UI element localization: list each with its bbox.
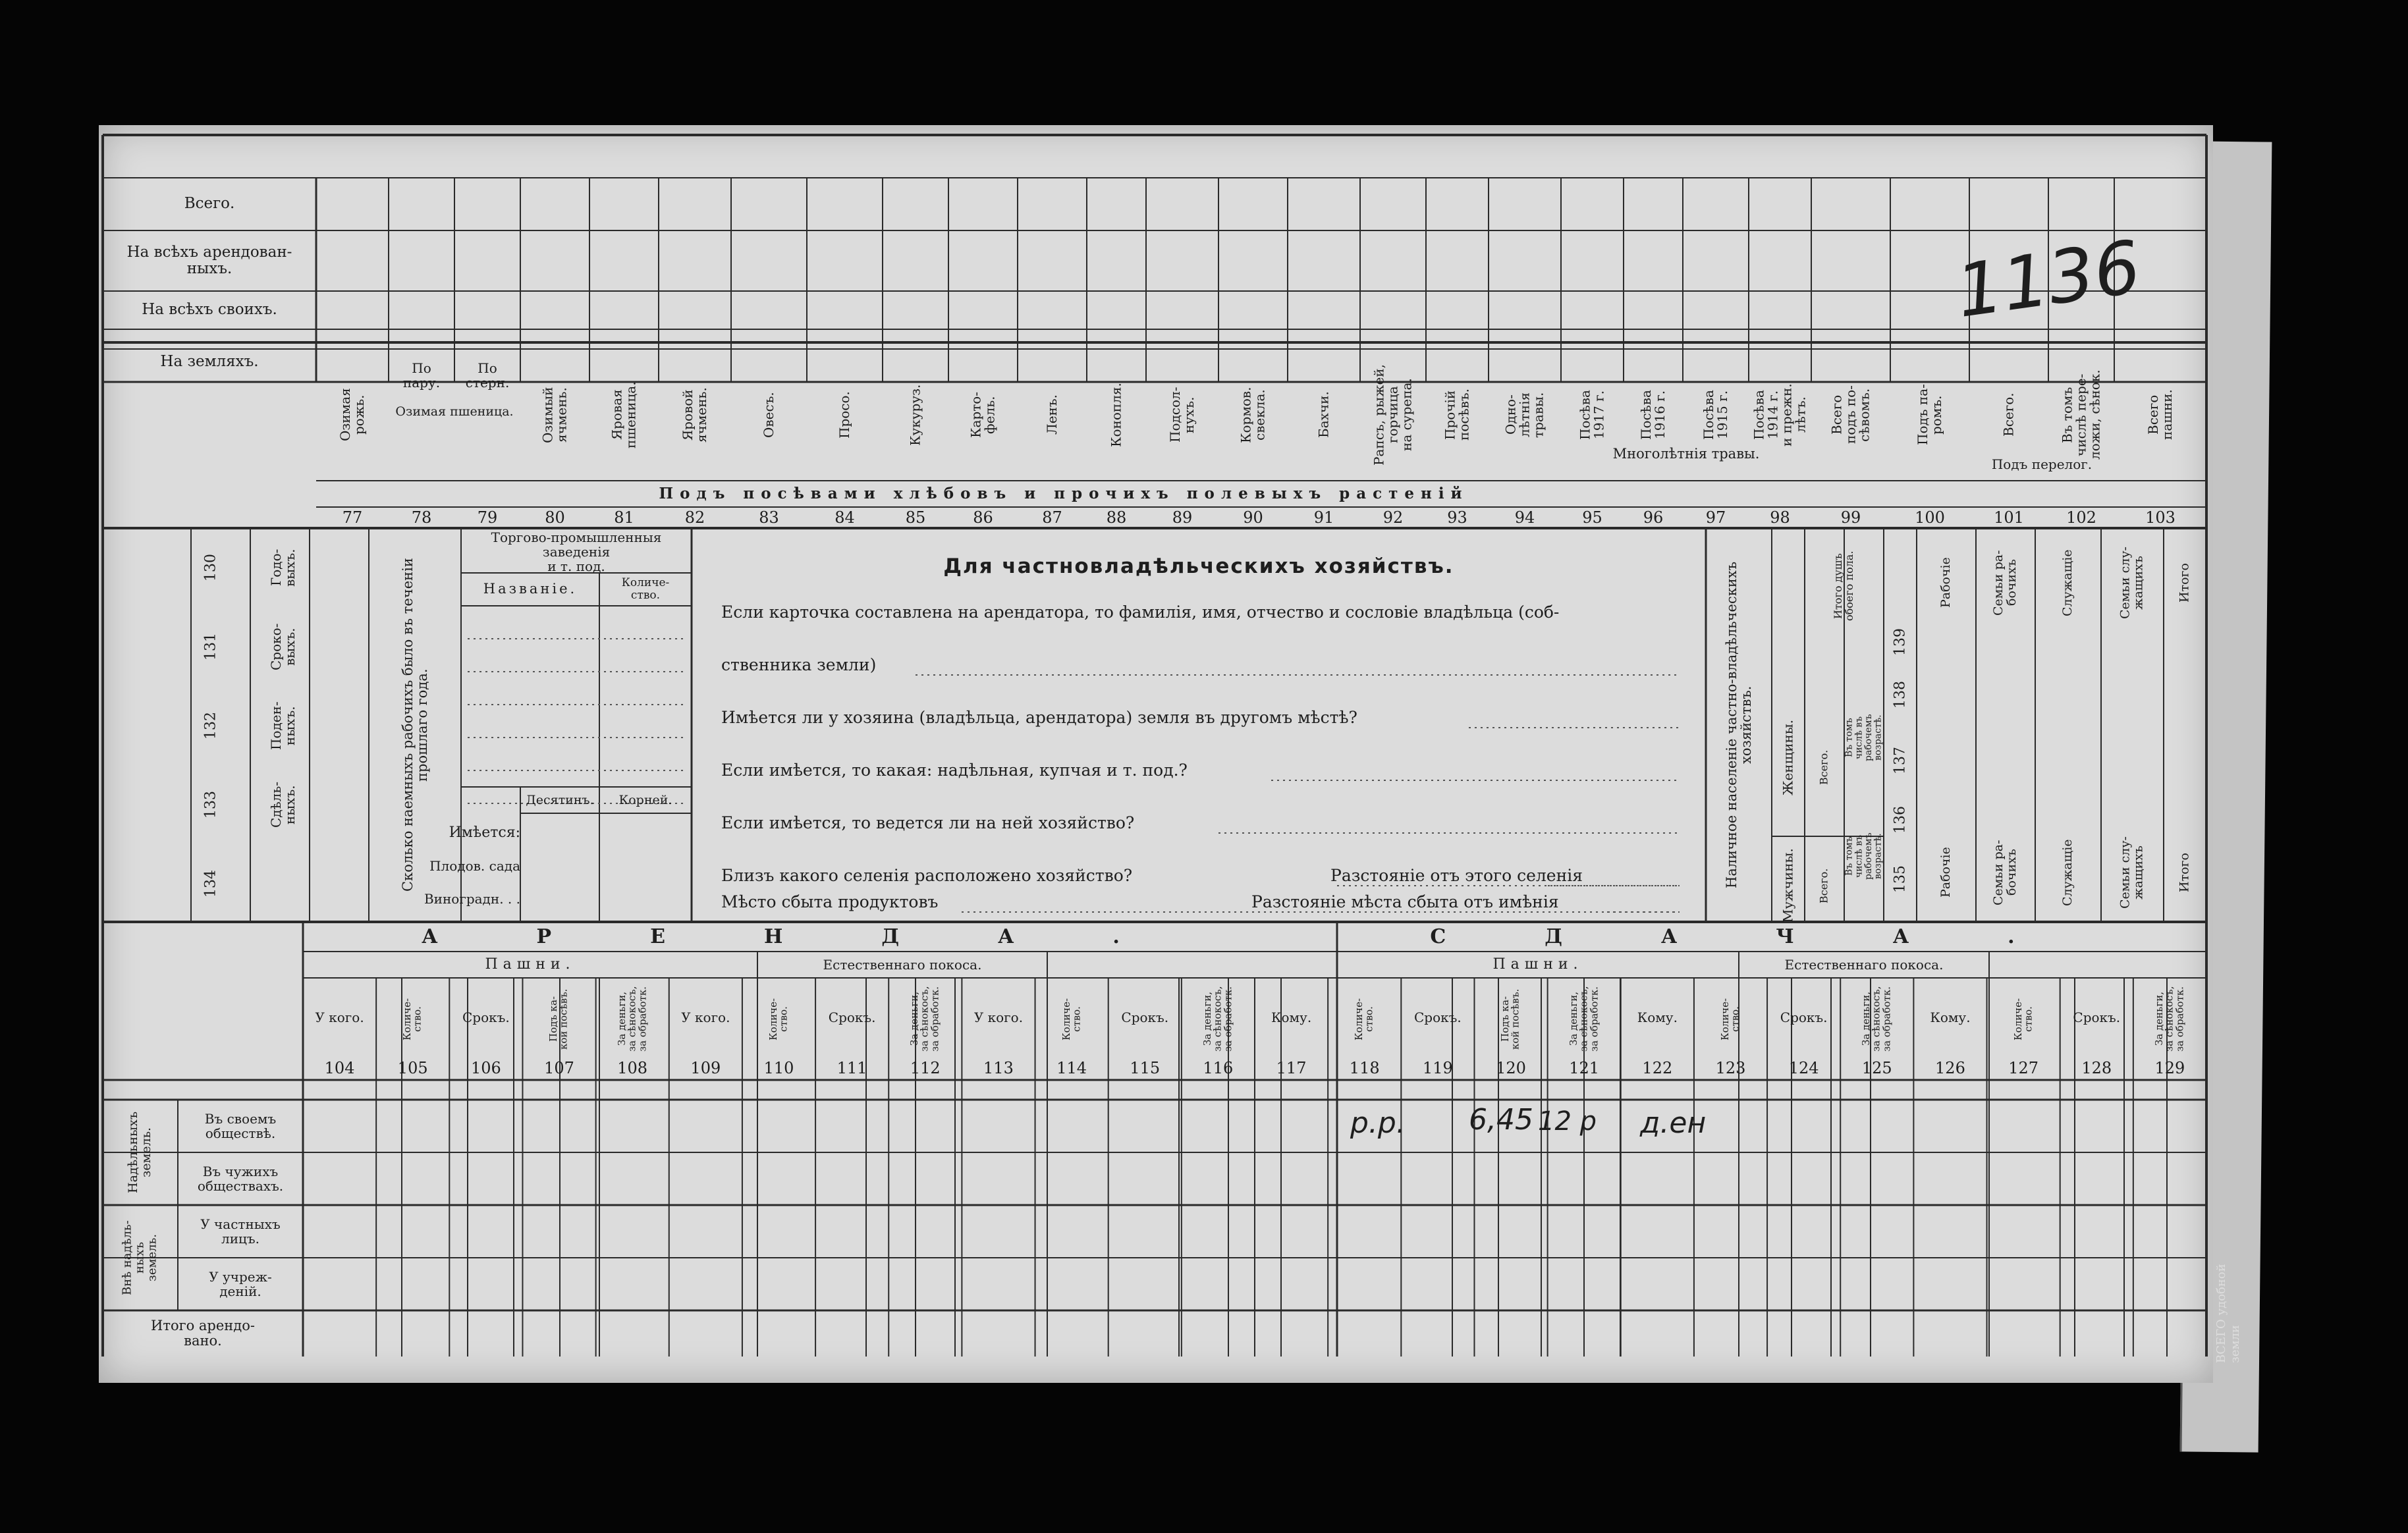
bottom-col-number-126: 126	[1935, 1059, 1965, 1077]
trade-qty-col: Количе- ство.	[621, 576, 670, 602]
worker-number-132: 132	[202, 712, 219, 740]
col-header-6: Яровой ячмень.	[680, 387, 709, 443]
bottom-col-number-110: 110	[763, 1059, 794, 1077]
bottom-row-label-0: Въ своемъ обществѣ.	[204, 1111, 277, 1141]
worker-number-130: 130	[202, 554, 219, 581]
muzhchiny-label: Мужчины.	[1780, 848, 1796, 923]
imeetsya-label: Имѣется:	[449, 824, 520, 841]
col-number-97: 97	[1705, 508, 1726, 527]
private-q1b: ственника земли)	[721, 655, 877, 674]
col-number-82: 82	[684, 508, 705, 527]
bottom-col-header-125: За деньги, за сѣнокосъ, за обработк.	[1860, 986, 1893, 1052]
bottom-col-number-107: 107	[544, 1059, 574, 1077]
pop-col-bottom-3: Семьи слу- жащихъ	[2118, 836, 2146, 909]
hand-komu: р.р.	[1350, 1106, 1406, 1140]
arenda-pokos: Естественнаго покоса.	[823, 957, 982, 973]
bottom-row-label-2: У частныхъ лицъ.	[200, 1216, 281, 1247]
private-q5b: Разстояніе отъ этого селенія	[1330, 866, 1583, 885]
bottom-col-header-105: Количе- ство.	[400, 998, 424, 1040]
group-vne: Внѣ надѣль- ныхъ земель.	[120, 1220, 159, 1295]
bottom-col-number-121: 121	[1569, 1059, 1600, 1077]
bottom-col-number-120: 120	[1496, 1059, 1526, 1077]
population-number-139: 139	[1892, 628, 1909, 656]
bottom-col-header-117: Кому.	[1271, 1009, 1312, 1025]
col-number-94: 94	[1514, 508, 1535, 527]
col-header-12: Конопля.	[1108, 383, 1124, 447]
margin-note: ВСЕГО удобной земли	[2214, 1264, 2242, 1363]
col-number-102: 102	[2066, 508, 2096, 527]
col-header-14: Кормов. свекла.	[1238, 387, 1268, 443]
col-number-91: 91	[1313, 508, 1334, 527]
col-number-88: 88	[1106, 508, 1127, 527]
bottom-col-header-122: Кому.	[1637, 1009, 1678, 1025]
population-number-138: 138	[1892, 681, 1909, 709]
worker-label-1: Сроко- выхъ.	[268, 623, 298, 670]
bottom-col-header-121: За деньги, за сѣнокосъ, за обработк.	[1567, 986, 1601, 1052]
col-header-10: Карто- фель.	[968, 391, 998, 439]
bottom-col-header-115: Срокъ.	[1121, 1009, 1169, 1025]
bottom-col-header-127: Количе- ство.	[2011, 998, 2035, 1040]
bottom-col-number-111: 111	[836, 1059, 867, 1077]
bottom-col-header-106: Срокъ.	[462, 1009, 510, 1025]
col-header-15: Бахчи.	[1315, 391, 1332, 439]
bottom-col-number-104: 104	[324, 1059, 355, 1077]
col-header-21: Посѣва 1915 г.	[1701, 390, 1730, 440]
col-header-5: Яровая пшеница.	[609, 381, 639, 448]
worker-label-2: Поден- ныхъ.	[268, 701, 298, 750]
bottom-col-number-108: 108	[617, 1059, 648, 1077]
col-number-87: 87	[1042, 508, 1062, 527]
private-q5a: Близъ какого селенія расположено хозяйство?	[721, 866, 1133, 885]
ozimaya-pshenitsa-label: Озимая пшеница.	[395, 404, 514, 419]
col-number-98: 98	[1770, 508, 1790, 527]
private-q1: Если карточка составлена на арендатора, то фамилія, имя, отчество и сословіе владѣльца (соб-	[721, 603, 1560, 622]
bottom-col-number-116: 116	[1203, 1059, 1234, 1077]
hand-kolichestvo: 6,45	[1469, 1103, 1533, 1137]
row-label-rented: На всѣхъ арендован- ныхъ.	[126, 243, 292, 277]
population-title: Наличное населеніе частно-владѣльческихъ хозяйствъ.	[1723, 561, 1754, 889]
col-number-99: 99	[1840, 508, 1861, 527]
private-q2: Имѣется ли у хозяина (владѣльца, арендатора) земля въ другомъ мѣстѣ?	[721, 708, 1357, 727]
bottom-col-header-114: Количе- ство.	[1060, 998, 1083, 1040]
hand-posev: д.ен	[1640, 1106, 1707, 1140]
bottom-col-header-110: Количе- ство.	[767, 998, 790, 1040]
vtom-f: Въ томъ числѣ въ рабочемъ возрастѣ.	[1844, 714, 1884, 761]
col-header-27: Всего пашни.	[2145, 389, 2175, 441]
group-nadel: Надѣльныхъ земель.	[126, 1111, 153, 1194]
bottom-col-header-118: Количе- ство.	[1352, 998, 1375, 1040]
arenda-banner: АРЕНДА.	[422, 925, 1218, 948]
bottom-col-number-117: 117	[1276, 1059, 1307, 1077]
bottom-col-number-105: 105	[397, 1059, 428, 1077]
vsego-m: Всего.	[1817, 868, 1830, 903]
col-header-23: Всего подъ по- сѣвомъ.	[1828, 385, 1873, 444]
col-header-13: Подсол- нухъ.	[1167, 387, 1197, 443]
col-header-22: Посѣва 1914 г. и прежн. лѣтъ.	[1751, 383, 1809, 446]
col-header-26: Въ томъ числѣ пере- ложи, сѣнок.	[2059, 369, 2103, 460]
arenda-pashni: Пашни.	[485, 955, 576, 973]
workers-header: Сколько наемныхъ рабочихъ было въ теченіи прошлаго года.	[399, 558, 430, 892]
pod-posevami-banner: Подъ посѣвами хлѣбовъ и прочихъ полевыхъ растеній	[659, 485, 1469, 503]
bottom-col-header-109: У кого.	[681, 1009, 730, 1025]
bottom-col-header-113: У кого.	[973, 1009, 1024, 1025]
hand-srok: 12 р	[1538, 1106, 1597, 1137]
pop-col-bottom-1: Семьи ра- бочихъ	[1991, 840, 2019, 905]
col-number-89: 89	[1172, 508, 1193, 527]
row-label-total: Всего.	[184, 195, 235, 213]
bottom-col-number-125: 125	[1861, 1059, 1892, 1077]
korney-label: Корней.	[618, 792, 672, 807]
bottom-col-number-122: 122	[1642, 1059, 1673, 1077]
bottom-col-header-104: У кого.	[315, 1009, 364, 1025]
col-number-100: 100	[1915, 508, 1945, 527]
col-header-16: Рапсъ, рыжей, горчица на сурепа.	[1371, 364, 1415, 466]
pop-col-bottom-4: Итого	[2177, 853, 2192, 892]
population-number-135: 135	[1892, 865, 1909, 893]
bottom-row-label-3: У учреж- деній.	[209, 1269, 272, 1299]
private-q3: Если имѣется, то какая: надѣльная, купчая и т. под.?	[721, 761, 1188, 780]
bottom-col-header-112: За деньги, за сѣнокосъ, за обработк.	[908, 986, 941, 1052]
population-number-137: 137	[1892, 747, 1909, 774]
col-number-80: 80	[545, 508, 565, 527]
col-number-93: 93	[1447, 508, 1467, 527]
col-number-79: 79	[477, 508, 498, 527]
col-header-4: Озимый ячмень.	[539, 387, 570, 443]
bottom-col-header-129: За деньги, за сѣнокосъ, за обработк.	[2152, 986, 2186, 1052]
col-number-95: 95	[1582, 508, 1602, 527]
col-header-3: По стерн.	[465, 360, 510, 390]
worker-number-134: 134	[202, 870, 219, 898]
col-header-17: Прочій посѣвъ.	[1442, 389, 1472, 441]
col-number-83: 83	[759, 508, 779, 527]
bottom-col-number-115: 115	[1130, 1059, 1161, 1077]
row-label-lands: На земляхъ.	[160, 353, 259, 371]
bottom-col-header-119: Срокъ.	[1414, 1009, 1462, 1025]
pop-col-top-3: Семьи слу- жащихъ	[2118, 547, 2146, 619]
private-q4: Если имѣется, то ведется ли на ней хозяйство?	[721, 813, 1135, 832]
bottom-col-number-119: 119	[1422, 1059, 1453, 1077]
bottom-col-header-111: Срокъ.	[828, 1009, 876, 1025]
pop-col-top-0: Рабочіе	[1938, 557, 1954, 608]
bottom-col-header-107: Подъ ка- кой посѣвъ.	[547, 988, 570, 1050]
col-header-11: Ленъ.	[1044, 394, 1060, 435]
pop-col-bottom-2: Служащіе	[2060, 839, 2075, 906]
population-number-136: 136	[1892, 806, 1909, 834]
pod-perelog-label: Подъ перелог.	[1991, 456, 2093, 472]
worker-label-3: Сдѣль- ныхъ.	[268, 781, 298, 828]
col-number-81: 81	[614, 508, 634, 527]
bottom-col-number-106: 106	[470, 1059, 501, 1077]
bottom-col-number-124: 124	[1788, 1059, 1819, 1077]
bottom-col-number-129: 129	[2154, 1059, 2185, 1077]
bottom-col-header-123: Количе- ство.	[1718, 998, 1741, 1040]
col-number-78: 78	[411, 508, 432, 527]
private-q6b: Разстояніе мѣста сбыта отъ имѣнія	[1251, 892, 1559, 911]
trade-title: Торгово-промышленныя заведенія и т. под.	[491, 529, 662, 574]
sad-label: Плодов. сада	[429, 858, 520, 874]
col-number-77: 77	[342, 508, 363, 527]
vtom-m: Въ томъ числѣ въ рабочемъ возрастѣ.	[1844, 832, 1884, 880]
itogo-dush: Итого душъ обоего пола.	[1832, 551, 1855, 622]
col-number-85: 85	[905, 508, 926, 527]
bottom-row-label-1: Въ чужихъ обществахъ.	[197, 1164, 284, 1194]
bottom-col-number-109: 109	[690, 1059, 721, 1077]
col-number-86: 86	[973, 508, 993, 527]
bottom-col-header-124: Срокъ.	[1780, 1009, 1828, 1025]
sdacha-pokos: Естественнаго покоса.	[1784, 957, 1944, 973]
col-number-92: 92	[1382, 508, 1404, 527]
pop-col-bottom-0: Рабочіе	[1938, 847, 1954, 898]
bottom-col-header-120: Подъ ка- кой посѣвъ.	[1499, 988, 1522, 1050]
pop-col-top-2: Служащіе	[2060, 549, 2075, 616]
page-number-handwritten: 1136	[1951, 225, 2146, 334]
bottom-col-header-126: Кому.	[1930, 1009, 1971, 1025]
col-header-8: Просо.	[836, 391, 852, 439]
zhenshchiny-label: Женщины.	[1780, 719, 1796, 795]
col-number-90: 90	[1243, 508, 1263, 527]
col-number-84: 84	[835, 508, 855, 527]
census-card	[99, 125, 2213, 1383]
bottom-col-header-128: Срокъ.	[2073, 1009, 2121, 1025]
bottom-col-number-112: 112	[910, 1059, 941, 1077]
col-header-20: Посѣва 1916 г.	[1638, 390, 1668, 440]
bottom-col-header-116: За деньги, за сѣнокосъ, за обработк.	[1201, 986, 1234, 1052]
pop-col-top-1: Семьи ра- бочихъ	[1991, 550, 2019, 616]
col-number-96: 96	[1643, 508, 1664, 527]
bottom-col-header-108: За деньги, за сѣнокосъ, за обработк.	[615, 986, 649, 1052]
bottom-col-number-127: 127	[2008, 1059, 2039, 1077]
sdacha-pashni: Пашни.	[1492, 955, 1583, 973]
worker-number-133: 133	[202, 791, 219, 819]
col-header-24: Подъ па- ромъ.	[1915, 384, 1944, 446]
sdacha-banner: СДАЧА.	[1430, 925, 2114, 948]
private-title: Для частновладѣльческихъ хозяйствъ.	[943, 554, 1454, 578]
bottom-col-number-128: 128	[2081, 1059, 2112, 1077]
bottom-col-number-114: 114	[1056, 1059, 1087, 1077]
col-header-18: Одно- лѣтнія травы.	[1502, 392, 1546, 438]
col-number-101: 101	[1994, 508, 2024, 527]
col-header-25: Всего.	[2000, 392, 2017, 437]
worker-label-0: Годо- выхъ.	[268, 549, 298, 587]
row-label-own: На всѣхъ своихъ.	[142, 301, 277, 319]
bottom-col-number-123: 123	[1715, 1059, 1746, 1077]
vsego-f: Всего.	[1817, 749, 1830, 785]
itogo-arendovano: Итого арендо- вано.	[151, 1317, 255, 1349]
pop-col-top-4: Итого	[2177, 563, 2192, 603]
worker-number-131: 131	[202, 633, 219, 660]
mnogoletnie-label: Многолѣтнія травы.	[1612, 446, 1760, 462]
trade-name-col: Названіе.	[483, 581, 578, 597]
bottom-col-number-113: 113	[983, 1059, 1014, 1077]
desyatin-label: Десятинъ.	[526, 792, 594, 807]
private-q6a: Мѣсто сбыта продуктовъ	[721, 892, 939, 911]
col-header-1: Озимая рожь.	[337, 388, 367, 442]
col-header-2: По пару.	[402, 360, 441, 390]
col-header-19: Посѣва 1917 г.	[1577, 390, 1607, 440]
bottom-col-number-118: 118	[1349, 1059, 1380, 1077]
vinograd-label: Виноградн. . .	[424, 891, 520, 907]
col-number-103: 103	[2145, 508, 2175, 527]
col-header-9: Кукуруз.	[907, 384, 923, 446]
col-header-7: Овесъ.	[761, 392, 777, 438]
